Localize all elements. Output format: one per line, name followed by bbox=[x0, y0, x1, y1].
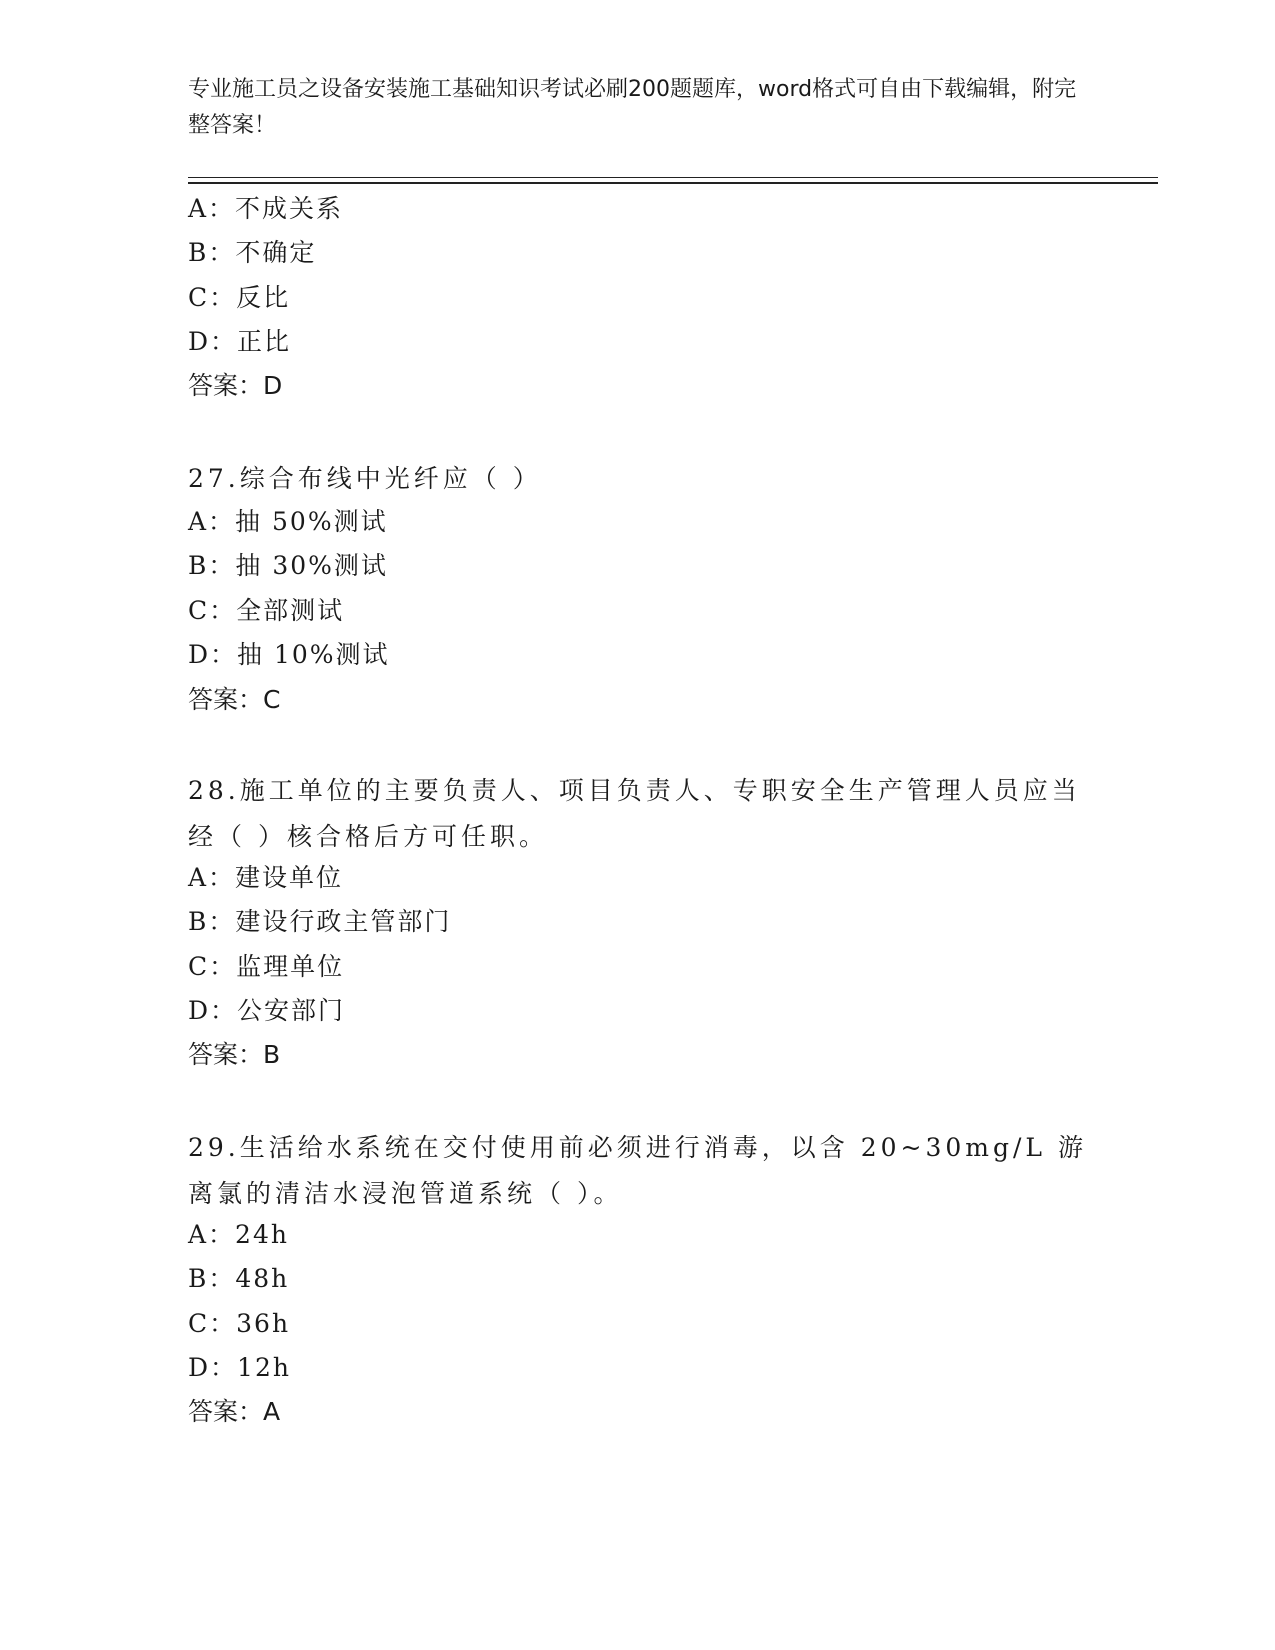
question-27-option-c: C：全部测试 bbox=[188, 596, 345, 625]
question-29-option-c: C：36h bbox=[188, 1309, 291, 1338]
question-27-option-a: A：抽 50%测试 bbox=[188, 507, 388, 536]
option-a: A：不成关系 bbox=[188, 194, 344, 223]
question-27-text: 27.综合布线中光纤应（ ） bbox=[188, 464, 542, 493]
header-divider-bottom bbox=[188, 182, 1158, 184]
question-28-option-d: D：公安部门 bbox=[188, 996, 346, 1025]
question-28-option-c: C：监理单位 bbox=[188, 952, 345, 981]
question-29-option-d: D：12h bbox=[188, 1353, 291, 1382]
question-27-option-b: B：抽 30%测试 bbox=[188, 551, 388, 580]
question-29-text: 29.生活给水系统在交付使用前必须进行消毒，以含 20~30mg/L 游离氯的清洁水浸泡管道系统（ ）。 bbox=[188, 1133, 1087, 1208]
question-28-answer: 答案：B bbox=[188, 1040, 281, 1069]
option-d: D：正比 bbox=[188, 327, 292, 356]
question-27-option-d: D：抽 10%测试 bbox=[188, 640, 390, 669]
document-header: 专业施工员之设备安装施工基础知识考试必刷200题题库，word格式可自由下载编辑，附完整答案！ bbox=[188, 77, 1077, 138]
question-29-option-b: B：48h bbox=[188, 1264, 290, 1293]
question-28-option-a: A：建设单位 bbox=[188, 863, 344, 892]
question-29-answer: 答案：A bbox=[188, 1397, 281, 1426]
question-29-option-a: A：24h bbox=[188, 1220, 289, 1249]
question-28-text: 28.施工单位的主要负责人、项目负责人、专职安全生产管理人员应当经（ ）核合格后方可任职。 bbox=[188, 776, 1081, 851]
option-b: B：不确定 bbox=[188, 238, 317, 267]
option-c: C：反比 bbox=[188, 283, 291, 312]
question-28-option-b: B：建设行政主管部门 bbox=[188, 907, 452, 936]
answer-line: 答案：D bbox=[188, 371, 283, 400]
header-divider-top bbox=[188, 177, 1158, 178]
question-27-answer: 答案：C bbox=[188, 685, 281, 714]
